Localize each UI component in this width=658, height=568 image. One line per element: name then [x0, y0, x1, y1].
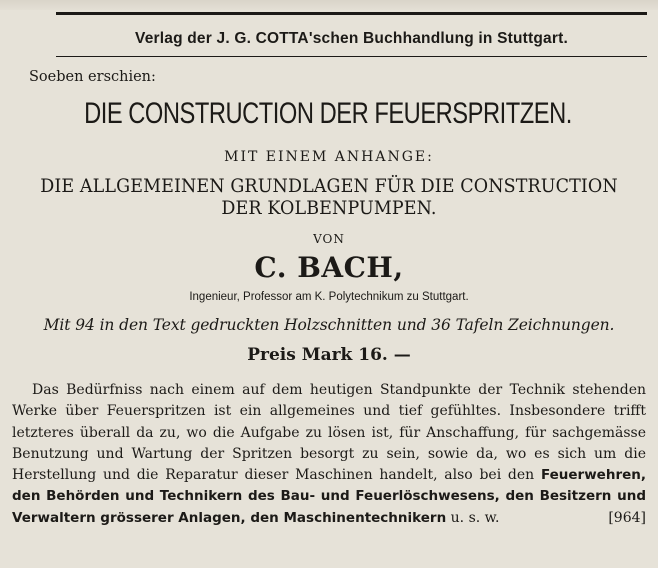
reference-number: [964] [608, 509, 646, 526]
previous-page-strip [0, 0, 658, 10]
illustrations-note: Mit 94 in den Text gedruckten Holzschnitten und 36 Tafeln Zeichnungen. [43, 316, 615, 334]
price: Preis Mark 16. — [247, 345, 411, 365]
author-credentials: Ingenieur, Professor am K. Polytechnikum zu Stuttgart. [189, 291, 469, 303]
top-rule [56, 12, 647, 15]
book-title: DIE CONSTRUCTION DER FEUERSPRITZEN. [84, 97, 572, 130]
intro-text: Soeben erschien: [29, 69, 156, 85]
appendix-title-line-2: DER KOLBENPUMPEN. [221, 198, 437, 220]
description-text-start: Das Bedürfniss nach einem auf dem heutigen Standpunkte der Technik stehenden Werke über Feuerspritzen ist ein allgemeines und tief gefühltes. Insbesondere trifft letzteres überall da zu, wo die Aufgabe zu lösen ist, für Anschaffung, für sachgemässe Benutzung und Wartung der Spritzen besorgt zu sein, sowie da, wo es sich um die Herstellung und die Reparatur dieser Maschinen handelt, also bei den [12, 382, 646, 484]
publisher-rule [56, 56, 647, 57]
description-text-end: u. s. w. [446, 509, 500, 526]
appendix-title [14, 176, 644, 221]
appendix-label: MIT EINEM ANHANGE: [224, 149, 434, 165]
publisher-heading: Verlag der J. G. COTTA'schen Buchhandlung in Stuttgart. [135, 30, 568, 47]
description-paragraph [12, 380, 646, 529]
by-label: VON [313, 232, 345, 246]
appendix-title-line-1: DIE ALLGEMEINEN GRUNDLAGEN FÜR DIE CONSTRUCTION [40, 176, 618, 198]
description-audience: Feuerwehren, den Behörden und Technikern des Bau- und Feuerlöschwesens, den Besitzern und Verwaltern grösserer Anlagen, den Maschinentechnikern [12, 467, 646, 526]
author-name: C. BACH, [254, 251, 404, 284]
